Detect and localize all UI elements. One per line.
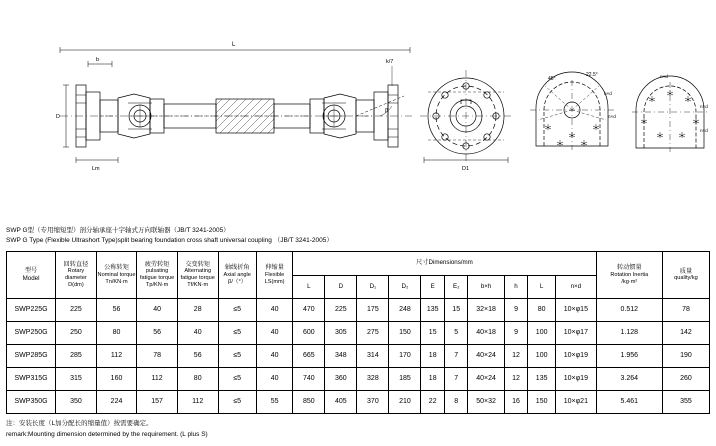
cell-E2: 7 [444,345,468,368]
cell-axial-angle: ≤5 [218,299,256,322]
cell-model: SWP285G [7,345,56,368]
th-dim-D: D [325,275,357,299]
th-dim-Lm: L [528,275,556,299]
cell-Lm: 80 [528,299,556,322]
specification-table [6,251,710,414]
table-row [7,299,710,322]
table-row [7,368,710,391]
cell-pulsating-fatigue-torque: 78 [137,345,178,368]
cell-E: 15 [421,322,445,345]
th-dim-D2: D₂ [389,275,421,299]
th-dim-bxh: b×h [468,275,504,299]
cell-axial-angle: ≤5 [218,322,256,345]
cell-Lm: 150 [528,391,556,414]
sector-note-1: n×d [660,74,668,79]
cell-nxd: 10×φ17 [556,322,597,345]
cell-flexible: 40 [256,322,292,345]
th-pulsating-fatigue-torque: 疲劳转矩 pulsating fatigue torque Tp/KN·m [137,252,178,299]
cell-L: 665 [293,345,325,368]
dim-label-Lm: Lm [92,166,100,172]
cell-D1: 370 [357,391,389,414]
dim-label-k: k/7 [386,59,394,65]
cell-E: 135 [421,299,445,322]
cell-E2: 7 [444,368,468,391]
cell-D: 348 [325,345,357,368]
cell-flexible: 40 [256,368,292,391]
cell-quality: 78 [662,299,709,322]
cell-pulsating-fatigue-torque: 56 [137,322,178,345]
drawing-canvas [0,0,716,222]
th-model: 型号 Model [7,252,56,299]
table-row [7,322,710,345]
cell-flexible: 55 [256,391,292,414]
table-header-row-1 [7,252,710,276]
cell-rotary-diameter: 285 [56,345,97,368]
th-dim-E: E [421,275,445,299]
th-rotation-inertia: 转动惯量 Rotation Inertia /kg·m² [596,252,662,299]
sector-note-3: n×d [700,128,708,133]
cell-nominal-torque: 80 [96,322,137,345]
cell-alternating-fatigue-torque: 28 [177,299,218,322]
cell-bxh: 50×32 [468,391,504,414]
cell-D2: 185 [389,368,421,391]
remarks-block [6,418,710,440]
specification-table-wrapper [6,251,710,414]
cell-nominal-torque: 56 [96,299,137,322]
table-body [7,299,710,414]
cell-D: 225 [325,299,357,322]
angular-detail-view [530,72,616,150]
cell-nominal-torque: 224 [96,391,137,414]
title-block [6,226,710,246]
detail-note-1: n×d [604,91,612,96]
cell-alternating-fatigue-torque: 112 [177,391,218,414]
cell-quality: 355 [662,391,709,414]
cell-h: 9 [504,299,528,322]
th-dim-L: L [293,275,325,299]
cell-D2: 210 [389,391,421,414]
th-quality: 质量 quality/kg [662,252,709,299]
cell-D1: 328 [357,368,389,391]
cell-h: 12 [504,368,528,391]
cell-h: 16 [504,391,528,414]
cell-axial-angle: ≤5 [218,345,256,368]
cell-pulsating-fatigue-torque: 112 [137,368,178,391]
cell-D: 305 [325,322,357,345]
cell-alternating-fatigue-torque: 40 [177,322,218,345]
cell-nominal-torque: 112 [96,345,137,368]
cell-model: SWP250G [7,322,56,345]
sector-note-2: n×d [700,104,708,109]
remark-english: remark:Mounting dimension determined by the requirement. (L plus S) [6,431,208,438]
cell-nominal-torque: 160 [96,368,137,391]
table-row [7,345,710,368]
cell-D2: 150 [389,322,421,345]
cell-rotary-diameter: 315 [56,368,97,391]
cell-pulsating-fatigue-torque: 40 [137,299,178,322]
th-flexible: 伸缩量 Flexible LS(mm) [256,252,292,299]
title-chinese: SWP G型（专用缩短型）剖分轴承座十字轴式万向联轴器（JB/T 3241-2005） [6,227,230,234]
cell-model: SWP315G [7,368,56,391]
cell-nxd: 10×φ19 [556,368,597,391]
cell-D2: 248 [389,299,421,322]
cell-flexible: 40 [256,299,292,322]
th-rotary-diameter: 回转直径 Rotary diameter D(dm) [56,252,97,299]
cell-L: 470 [293,299,325,322]
cell-Lm: 100 [528,345,556,368]
dim-label-beta: β [385,108,389,114]
cell-rotation-inertia: 3.264 [596,368,662,391]
cell-rotation-inertia: 5.461 [596,391,662,414]
title-english: SWP G Type (Flexible Ultrashort Type)split bearing foundation cross shaft universal coupling （JB/T 3241-2005） [6,237,333,244]
th-dim-nxd: n×d [556,275,597,299]
cell-D1: 175 [357,299,389,322]
cell-E2: 5 [444,322,468,345]
cell-nxd: 10×φ15 [556,299,597,322]
th-nominal-torque: 公称转矩 Nominal torque Tn/KN·m [96,252,137,299]
dim-label-b: b [96,57,100,63]
dim-label-D: D [56,114,60,120]
cell-L: 850 [293,391,325,414]
cell-bxh: 40×24 [468,368,504,391]
cell-h: 9 [504,322,528,345]
angle-label-22-5: 22.5° [586,72,598,78]
dim-label-L: L [232,42,236,48]
cell-quality: 142 [662,322,709,345]
cell-E: 18 [421,345,445,368]
detail-note-2: n×d [608,114,616,119]
cell-alternating-fatigue-torque: 80 [177,368,218,391]
cell-rotation-inertia: 0.512 [596,299,662,322]
cell-rotary-diameter: 350 [56,391,97,414]
cell-axial-angle: ≤5 [218,368,256,391]
flange-face-view [420,70,512,172]
cell-quality: 260 [662,368,709,391]
th-axial-angle: 轴线折角 Axial angle β/（°） [218,252,256,299]
cell-D: 360 [325,368,357,391]
th-dim-E2: E₂ [444,275,468,299]
technical-drawing [0,0,716,222]
cell-axial-angle: ≤5 [218,391,256,414]
cell-bxh: 40×24 [468,345,504,368]
table-row [7,391,710,414]
cell-rotation-inertia: 1.956 [596,345,662,368]
cell-model: SWP225G [7,299,56,322]
cell-D2: 170 [389,345,421,368]
sector-detail-view [632,74,708,152]
cell-Lm: 135 [528,368,556,391]
cell-rotation-inertia: 1.128 [596,322,662,345]
cell-D1: 314 [357,345,389,368]
cell-alternating-fatigue-torque: 56 [177,345,218,368]
cell-Lm: 100 [528,322,556,345]
remark-chinese: 注：安装长度（L加分配长的缩量值）按需要确定。 [6,420,153,427]
cell-D: 405 [325,391,357,414]
cell-E: 18 [421,368,445,391]
th-dim-D1: D₁ [357,275,389,299]
cell-E2: 8 [444,391,468,414]
th-dimensions-group: 尺寸Dimensions/mm [293,252,596,276]
cell-E: 22 [421,391,445,414]
th-dim-h: h [504,275,528,299]
cell-h: 12 [504,345,528,368]
cell-flexible: 40 [256,345,292,368]
cell-bxh: 32×18 [468,299,504,322]
cell-pulsating-fatigue-torque: 157 [137,391,178,414]
dim-label-D1: D1 [462,166,470,172]
cell-nxd: 10×φ21 [556,391,597,414]
cell-quality: 190 [662,345,709,368]
cell-L: 740 [293,368,325,391]
angle-label-45: 45° [548,76,556,82]
cell-rotary-diameter: 225 [56,299,97,322]
cell-D1: 275 [357,322,389,345]
cell-nxd: 10×φ19 [556,345,597,368]
cell-E2: 15 [444,299,468,322]
th-alternating-fatigue-torque: 交变转矩 Alternating fatigue torque Tf/KN·m [177,252,218,299]
cell-L: 600 [293,322,325,345]
cell-model: SWP350G [7,391,56,414]
cell-bxh: 40×18 [468,322,504,345]
cell-rotary-diameter: 250 [56,322,97,345]
